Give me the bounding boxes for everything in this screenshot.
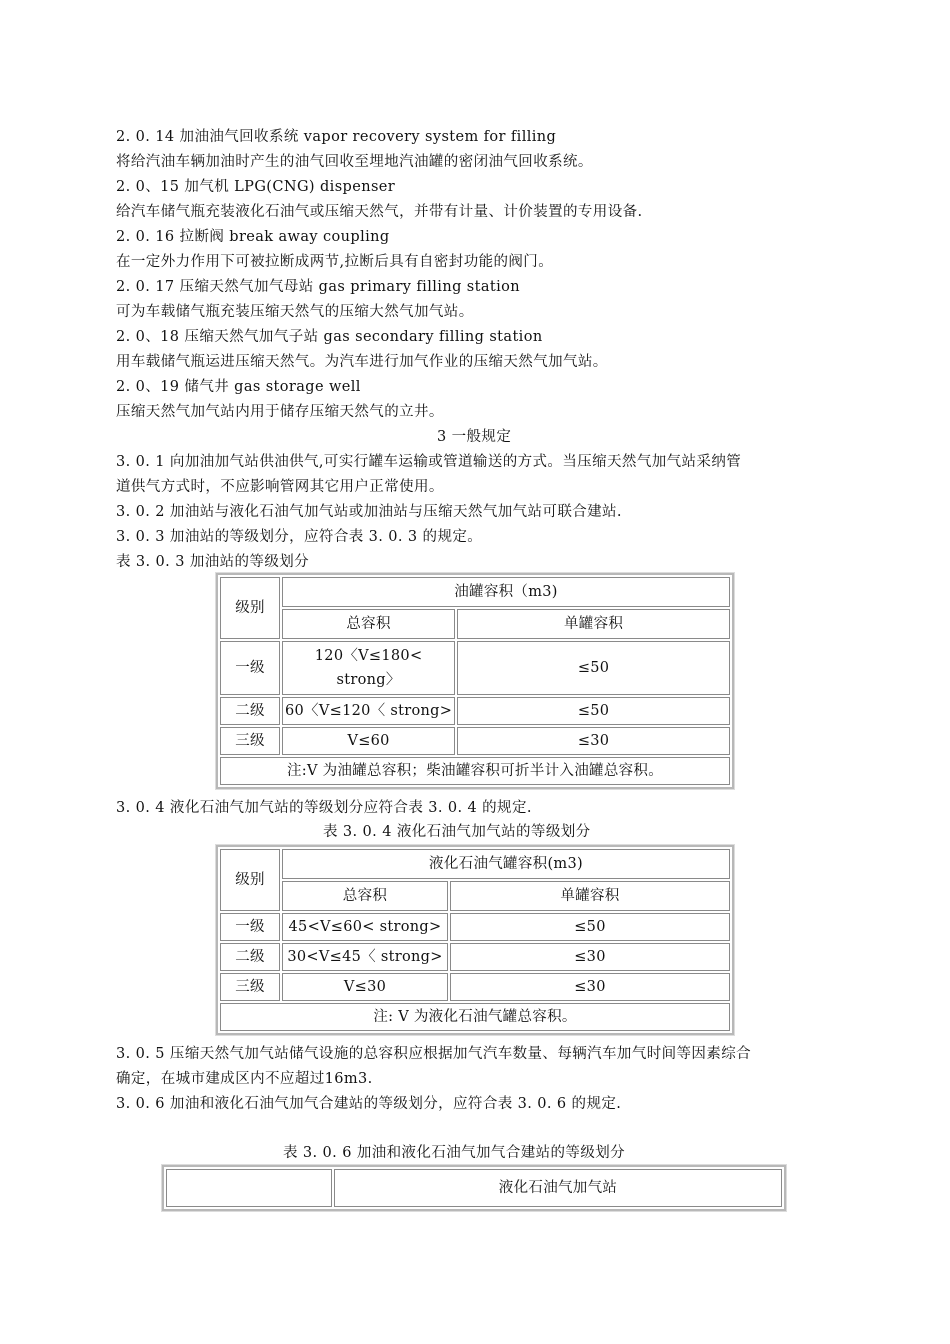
cell-total: 60〈V≤120〈 strong> <box>282 697 455 725</box>
text-line: 3. 0. 3 加油站的等级划分，应符合表 3. 0. 3 的规定。 <box>116 529 483 545</box>
header-total-volume: 总容积 <box>282 609 455 639</box>
cell-level: 二级 <box>220 697 280 725</box>
text-line: 2. 0、15 加气机 LPG(CNG) dispenser <box>116 179 396 195</box>
cell-total: 120〈V≤180< strong〉 <box>282 641 455 695</box>
text-line: 3. 0. 1 向加油加气站供油供气,可实行罐车运输或管道输送的方式。当压缩天然气加气站采纳管 <box>116 454 742 470</box>
text-line: 道供气方式时，不应影响管网其它用户正常使用。 <box>116 479 444 495</box>
text-line: 2. 0. 17 压缩天然气加气母站 gas primary filling station <box>116 279 521 295</box>
table-caption: 表 3. 0. 6 加油和液化石油气加气合建站的等级划分 <box>283 1145 626 1161</box>
text-line: 确定，在城市建成区内不应超过16m3. <box>116 1071 373 1087</box>
cell-level: 三级 <box>220 973 280 1001</box>
table-note: 注:V 为油罐总容积；柴油罐容积可折半计入油罐总容积。 <box>220 757 730 785</box>
header-tank-volume: 液化石油气罐容积(m3) <box>282 849 730 879</box>
header-tank-volume: 油罐容积（m3) <box>282 577 730 607</box>
text-line: 压缩天然气加气站内用于储存压缩天然气的立井。 <box>116 404 444 420</box>
table-note: 注: V 为液化石油气罐总容积。 <box>220 1003 730 1031</box>
cell-single: ≤30 <box>450 943 730 971</box>
header-total-volume: 总容积 <box>282 881 448 911</box>
cell-level: 一级 <box>220 641 280 695</box>
text-line: 3. 0. 6 加油和液化石油气加气合建站的等级划分，应符合表 3. 0. 6 的规定. <box>116 1096 622 1112</box>
cell-level: 一级 <box>220 913 280 941</box>
cell-total: 45<V≤60< strong> <box>282 913 448 941</box>
text-line: 2. 0、19 储气井 gas storage well <box>116 379 361 395</box>
text-line: 3. 0. 5 压缩天然气加气站储气设施的总容积应根据加气汽车数量、每辆汽车加气时间等因素综合 <box>116 1046 752 1062</box>
cell-single: ≤50 <box>450 913 730 941</box>
text-line: 2. 0、18 压缩天然气加气子站 gas secondary filling station <box>116 329 543 345</box>
table-caption: 表 3. 0. 3 加油站的等级划分 <box>116 554 310 570</box>
header-single-volume: 单罐容积 <box>457 609 730 639</box>
cell-total: V≤60 <box>282 727 455 755</box>
header-level: 级别 <box>220 577 280 639</box>
table-lpg-station-grades <box>216 845 734 1035</box>
text-line: 用车载储气瓶运进压缩天然气。为汽车进行加气作业的压缩天然气加气站。 <box>116 354 608 370</box>
cell-single: ≤30 <box>450 973 730 1001</box>
text-line: 给汽车储气瓶充装液化石油气或压缩天然气，并带有计量、计价装置的专用设备. <box>116 204 643 220</box>
header-single-volume: 单罐容积 <box>450 881 730 911</box>
cell-total: V≤30 <box>282 973 448 1001</box>
table-combined-station-grades <box>162 1165 786 1211</box>
table-oil-station-grades <box>216 573 734 789</box>
cell-level: 二级 <box>220 943 280 971</box>
text-line: 可为车载储气瓶充装压缩天然气的压缩大然气加气站。 <box>116 304 474 320</box>
text-line: 2. 0. 14 加油油气回收系统 vapor recovery system for filling <box>116 129 557 145</box>
cell-single: ≤30 <box>457 727 730 755</box>
section-title: 3 一般规定 <box>437 429 512 445</box>
cell-single: ≤50 <box>457 641 730 695</box>
table-caption: 表 3. 0. 4 液化石油气加气站的等级划分 <box>323 824 591 840</box>
text-line: 3. 0. 2 加油站与液化石油气加气站或加油站与压缩天然气加气站可联合建站. <box>116 504 622 520</box>
cell-total: 30<V≤45〈 strong> <box>282 943 448 971</box>
empty-header-cell <box>166 1169 332 1207</box>
header-level: 级别 <box>220 849 280 911</box>
text-line: 将给汽油车辆加油时产生的油气回收至埋地汽油罐的密闭油气回收系统。 <box>116 154 593 170</box>
text-line: 2. 0. 16 拉断阀 break away coupling <box>116 229 390 245</box>
text-line: 在一定外力作用下可被拉断成两节,拉断后具有自密封功能的阀门。 <box>116 254 554 270</box>
header-lpg-station: 液化石油气加气站 <box>334 1169 782 1207</box>
cell-level: 三级 <box>220 727 280 755</box>
cell-single: ≤50 <box>457 697 730 725</box>
text-line: 3. 0. 4 液化石油气加气站的等级划分应符合表 3. 0. 4 的规定. <box>116 800 532 816</box>
